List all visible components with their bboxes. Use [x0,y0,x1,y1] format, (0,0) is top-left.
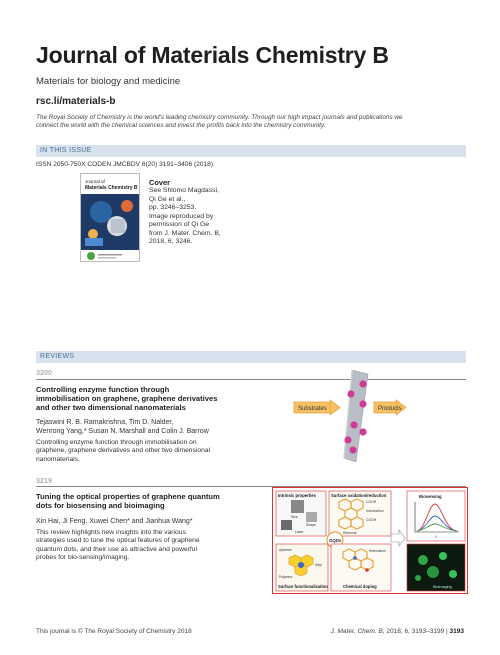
cover-caption-line: from J. Mater. Chem. B, [149,229,221,237]
bioimaging-label: Bioimaging [433,585,452,589]
introduction-label: Introduction [366,509,384,513]
gqds-graphic [273,488,468,594]
summary-line: strategies used to tune the optical features of graphene [36,537,200,545]
in-this-issue-bar [36,145,466,157]
journal-subtitle: Materials for biology and medicine [36,76,181,87]
summary-line: quantum dots, and their use as attractive and powerful [36,545,197,553]
statement-line: The Royal Society of Chemistry is the world's leading chemistry community. Through our high impact journals and publications we [36,114,403,121]
article-title[interactable] [36,492,232,510]
cover-caption-line: 2018, 6, 3246. [149,238,193,245]
article-summary [36,439,210,464]
cover-caption-line: pp. 3246–3253. [149,204,197,211]
author-line: Tejaswini R. B. Ramakrishna, Tim D. Nalder, [36,419,174,426]
article-page-number: 3219 [36,476,52,485]
reviews-label: REVIEWS [40,353,75,360]
biosensing-label: Biosensing [419,494,442,499]
cover-caption-line: Qi Ge et al., [149,195,186,203]
cover-caption-line: See Shlomo Magdassi, [149,187,219,194]
journal-url[interactable]: rsc.li/materials-b [36,96,116,107]
heteroatom-label: Heteroatom [369,549,386,553]
graphical-abstract-gqds[interactable] [272,487,468,594]
article-title-line: and other two dimensional nanomaterials [36,403,186,413]
cover-title-line2: Materials Chemistry B [85,185,138,191]
footer-page-number: 3193 [449,628,464,635]
intrinsic-label: Intrinsic properties [278,493,316,498]
article-title-line: Controlling enzyme function through [36,385,170,394]
cover-art [81,174,140,262]
removal-label: Removal [343,531,357,535]
in-this-issue-label: IN THIS ISSUE [40,147,92,154]
reviews-bar [36,351,466,363]
journal-title: Journal of Materials Chemistry B [36,42,389,68]
cover-thumbnail[interactable] [80,173,140,262]
alkyl-label: Alkyl [315,563,322,567]
rsc-statement [36,114,476,130]
footer-copyright: This journal is © The Royal Society of Chemistry 2018 [36,628,192,635]
article-title-line: dots for biosensing and bioimaging [36,501,165,511]
cooh-label: COOH [366,500,377,504]
article-title-line: Tuning the optical properties of graphene quantum [36,492,220,501]
lambda-label: λ [435,535,437,539]
article-title-line: immobilisation on graphene, graphene derivatives [36,394,218,404]
substrates-label: Substrates [298,406,327,412]
aptamer-label: Aptamer [279,548,292,552]
article-authors [36,418,209,436]
polymers-label: Polymers [279,575,293,579]
summary-line: graphene, graphene derivatives and other two dimensional [36,447,210,455]
surface-ox-label: Surface oxidation/reduction [331,493,387,498]
cooh-label: COOH [366,518,377,522]
article-authors [36,517,193,526]
summary-line: nanomaterials. [36,455,80,463]
cover-caption-line: permission of Qi Ge [149,221,210,228]
surface-func-label: Surface functionalization [278,584,328,589]
footer-citation [331,628,464,635]
cover-caption [149,187,239,247]
statement-line: connect the world with the chemical sciences and invest the profits back into the chemistry community. [36,122,326,130]
article-page-number: 3200 [36,368,52,377]
chem-doping-label: Chemical doping [343,584,377,589]
size-label: Size [291,515,298,519]
cover-caption-line: Image reproduced by [149,212,214,220]
article-title[interactable] [36,385,232,413]
gqds-label: GQDs [329,538,342,543]
cover-label: Cover [149,178,170,187]
laser-label: Laser [295,530,304,534]
cover-title-line1: Journal of [85,179,105,184]
shape-label: Shape [306,523,316,527]
enzyme-graphic [290,370,410,462]
author-line: Wenrong Yang,* Susan N. Marshall and Colin J. Barrow [36,428,209,435]
footer-citation-rest: 2018, 6, 3193–3199 | [384,628,450,635]
article-summary [36,529,200,562]
summary-line: Controlling enzyme function through immobilisation on [36,439,197,446]
summary-line: This review highlights new insights into the various [36,529,186,536]
summary-line: probes for bio-sensing/imaging. [36,553,130,561]
products-label: Products [378,406,402,412]
footer-journal: J. Mater. Chem. B, [330,628,385,635]
author-line: Xin Hai, Ji Feng, Xuwei Chen* and Jianhua Wang* [36,518,193,525]
graphical-abstract-enzyme[interactable] [290,370,410,462]
issue-meta: ISSN 2050-750X CODEN JMCBDV 6(20) 3191–3406 (2018) [36,161,214,168]
